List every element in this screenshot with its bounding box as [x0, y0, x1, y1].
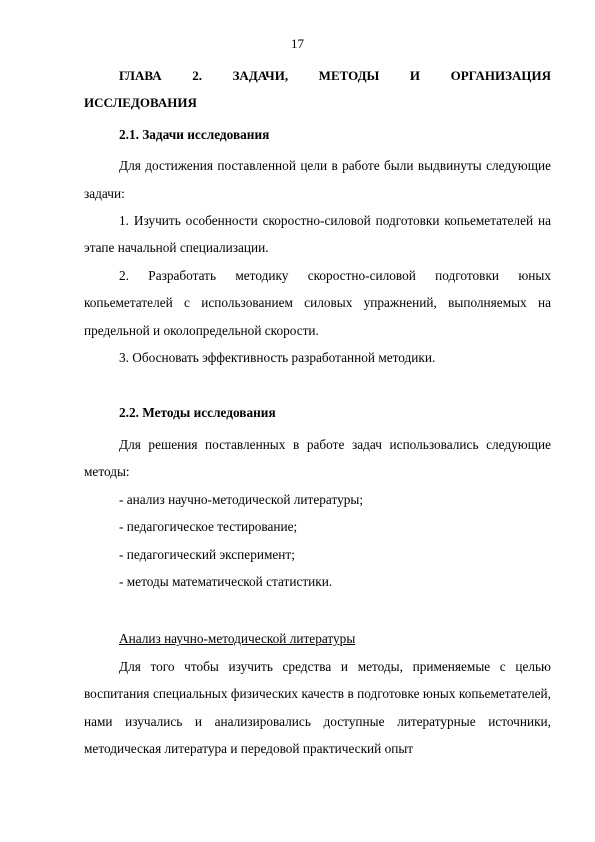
- method-item: - педагогическое тестирование;: [119, 519, 298, 535]
- task-item: 1. Изучить особенности скоростно-силовой подготовки копьеметателей на этапе начальной специализации.: [84, 213, 551, 256]
- method-item: - анализ научно-методической литературы;: [119, 491, 364, 507]
- section-spacer: [84, 371, 551, 399]
- section-heading-methods: 2.2. Методы исследования: [119, 405, 276, 421]
- tasks-intro-paragraph: Для достижения поставленной цели в работе были выдвинуты следующие задачи:: [84, 158, 551, 201]
- page-content: [84, 62, 551, 762]
- section-spacer: [84, 595, 551, 625]
- task-item: 3. Обосновать эффективность разработанной методики.: [119, 350, 436, 366]
- section-heading-tasks: 2.1. Задачи исследования: [119, 126, 270, 142]
- method-item: - педагогический эксперимент;: [119, 546, 295, 562]
- literature-analysis-paragraph: Для того чтобы изучить средства и методы, применяемые с целью воспитания специальных физических качеств в подготовке юных копьеметателей, нами изучались и анализировались доступные литературные источники, методическая литература и передовой практический опыт: [84, 658, 551, 756]
- chapter-title: ГЛАВА 2. ЗАДАЧИ, МЕТОДЫ И ОРГАНИЗАЦИЯ ИССЛЕДОВАНИЯ: [84, 68, 551, 111]
- page-number: 17: [291, 36, 304, 51]
- subsection-heading-literature-analysis: Анализ научно-методической литературы: [119, 631, 356, 647]
- methods-intro-paragraph: Для решения поставленных в работе задач использовались следующие методы:: [84, 436, 551, 480]
- task-item: 2. Разработать методику скоростно-силовой подготовки юных копьеметателей с использованием силовых упражнений, выполняемых на предельной и околопредельной скорости.: [84, 267, 551, 338]
- method-item: - методы математической статистики.: [119, 573, 333, 589]
